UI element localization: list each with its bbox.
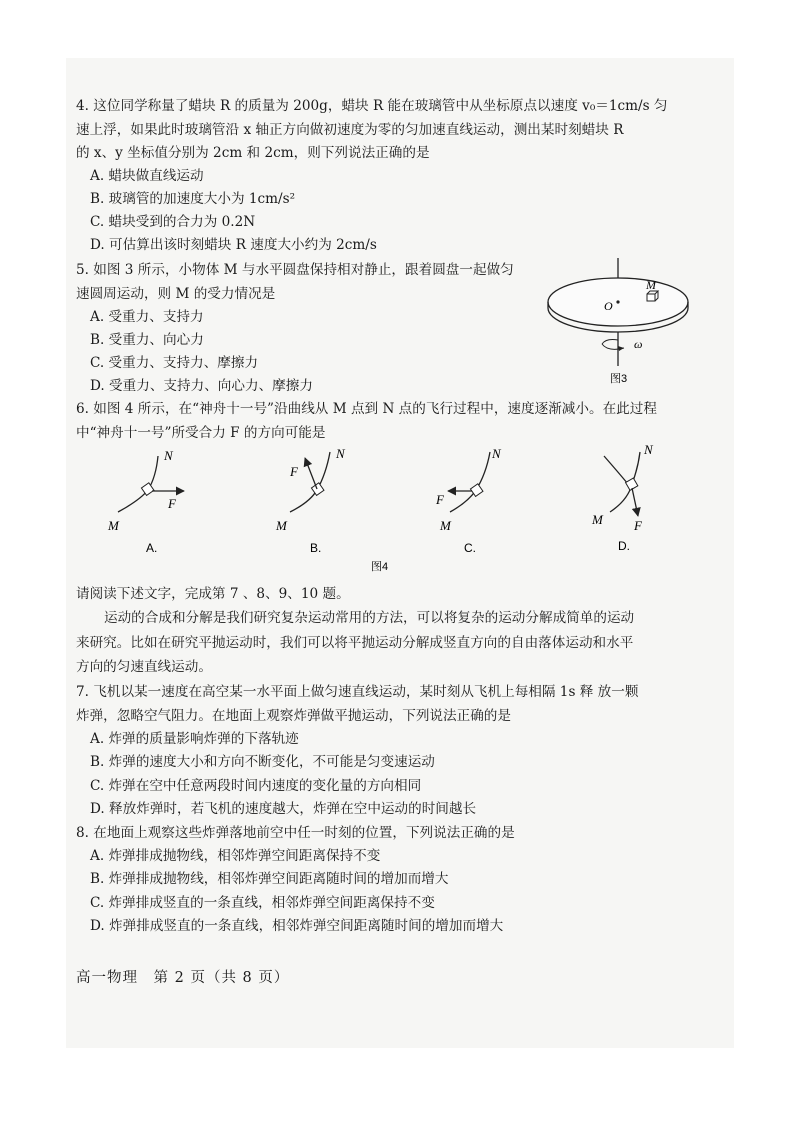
svg-text:M: M bbox=[440, 518, 451, 533]
passage-line1: 运动的合成和分解是我们研究复杂运动常用的方法，可以将复杂的运动分解成简单的运动 bbox=[104, 610, 635, 626]
q4-stem-line3: 的 x、y 坐标值分别为 2cm 和 2cm，则下列说法正确的是 bbox=[76, 145, 430, 161]
q8-option-d: D. 炸弹排成竖直的一条直线，相邻炸弹空间距离随时间的增加而增大 bbox=[90, 918, 504, 934]
q4-option-c: C. 蜡块受到的合力为 0.2N bbox=[90, 214, 256, 230]
label-o: O bbox=[604, 299, 613, 313]
q8-option-b: B. 炸弹排成抛物线，相邻炸弹空间距离随时间的增加而增大 bbox=[90, 871, 449, 887]
q7-option-a: A. 炸弹的质量影响炸弹的下落轨迹 bbox=[90, 731, 299, 747]
q4-option-d: D. 可估算出该时刻蜡块 R 速度大小约为 2cm/s bbox=[90, 237, 377, 253]
svg-text:M: M bbox=[108, 518, 119, 533]
panel-d-letter: D. bbox=[618, 539, 630, 553]
svg-text:F: F bbox=[634, 518, 642, 533]
label-m: M bbox=[646, 278, 656, 292]
q7-option-d: D. 释放炸弹时，若飞机的速度越大，炸弹在空中运动的时间越长 bbox=[90, 801, 477, 817]
figure-4-panel-c bbox=[435, 446, 502, 555]
q5-stem-line2: 速圆周运动，则 M 的受力情况是 bbox=[76, 286, 276, 302]
q5-option-c: C. 受重力、支持力、摩擦力 bbox=[90, 355, 259, 371]
svg-text:N: N bbox=[164, 448, 173, 463]
svg-text:M: M bbox=[592, 512, 603, 527]
q8-option-a: A. 炸弹排成抛物线，相邻炸弹空间距离保持不变 bbox=[90, 848, 381, 864]
q7-stem-line2: 炸弹，忽略空气阻力。在地面上观察炸弹做平抛运动，下列说法正确的是 bbox=[76, 708, 511, 724]
passage-line2: 来研究。比如在研究平抛运动时，我们可以将平抛运动分解成竖直方向的自由落体运动和水平 bbox=[76, 635, 634, 651]
label-omega: ω bbox=[634, 337, 643, 351]
svg-text:F: F bbox=[436, 492, 444, 507]
figure-4-caption: 图4 bbox=[371, 561, 389, 573]
figure-4-panel-b bbox=[275, 446, 346, 555]
q5-option-b: B. 受重力、向心力 bbox=[90, 332, 204, 348]
q4-stem-line2: 速上浮，如果此时玻璃管沿 x 轴正方向做初速度为零的匀加速直线运动，测出某时刻蜡块 R bbox=[76, 122, 624, 138]
figure-4-force-options bbox=[100, 442, 660, 574]
panel-b-letter: B. bbox=[310, 541, 322, 555]
passage-intro: 请阅读下述文字，完成第 7 、8、9、10 题。 bbox=[76, 586, 350, 602]
q4-option-a: A. 蜡块做直线运动 bbox=[90, 168, 204, 184]
panel-a-letter: A. bbox=[146, 541, 158, 555]
page-footer: 高一物理 第 2 页（共 8 页） bbox=[76, 970, 290, 986]
svg-text:M: M bbox=[276, 518, 287, 533]
q5-option-a: A. 受重力、支持力 bbox=[90, 309, 204, 325]
q7-option-c: C. 炸弹在空中任意两段时间内速度的变化量的方向相同 bbox=[90, 778, 422, 794]
svg-text:F: F bbox=[290, 464, 298, 479]
figure-4-panel-d bbox=[591, 442, 654, 553]
q6-stem-line2: 中“神舟十一号”所受合力 F 的方向可能是 bbox=[76, 425, 326, 441]
passage-line3: 方向的匀速直线运动。 bbox=[76, 659, 212, 675]
q5-option-d: D. 受重力、支持力、向心力、摩擦力 bbox=[90, 378, 313, 394]
q6-stem-line1: 6. 如图 4 所示，在“神舟十一号”沿曲线从 M 点到 N 点的飞行过程中，速度逐渐减小。在此过程 bbox=[76, 401, 657, 417]
svg-text:F: F bbox=[168, 496, 176, 511]
svg-text:N: N bbox=[336, 446, 345, 461]
q8-stem-line1: 8. 在地面上观察这些炸弹落地前空中任一时刻的位置，下列说法正确的是 bbox=[76, 825, 515, 841]
q4-stem-line1: 4. 这位同学称量了蜡块 R 的质量为 200g，蜡块 R 能在玻璃管中从坐标原点以速度 v₀＝1cm/s 匀 bbox=[76, 98, 668, 114]
q7-stem-line1: 7. 飞机以某一速度在高空某一水平面上做匀速直线运动，某时刻从飞机上每相隔 1s 释 放一颗 bbox=[76, 684, 639, 700]
q4-option-b: B. 玻璃管的加速度大小为 1cm/s² bbox=[90, 191, 296, 207]
figure-3-rotating-disc bbox=[546, 256, 696, 388]
svg-text:N: N bbox=[492, 446, 501, 461]
q8-option-c: C. 炸弹排成竖直的一条直线，相邻炸弹空间距离保持不变 bbox=[90, 895, 435, 911]
svg-text:N: N bbox=[644, 442, 653, 457]
figure-3-caption: 图3 bbox=[610, 373, 628, 385]
panel-c-letter: C. bbox=[464, 541, 476, 555]
q7-option-b: B. 炸弹的速度大小和方向不断变化，不可能是匀变速运动 bbox=[90, 754, 435, 770]
q5-stem-line1: 5. 如图 3 所示，小物体 M 与水平圆盘保持相对静止，跟着圆盘一起做匀 bbox=[76, 262, 514, 278]
figure-4-panel-a bbox=[107, 448, 184, 555]
